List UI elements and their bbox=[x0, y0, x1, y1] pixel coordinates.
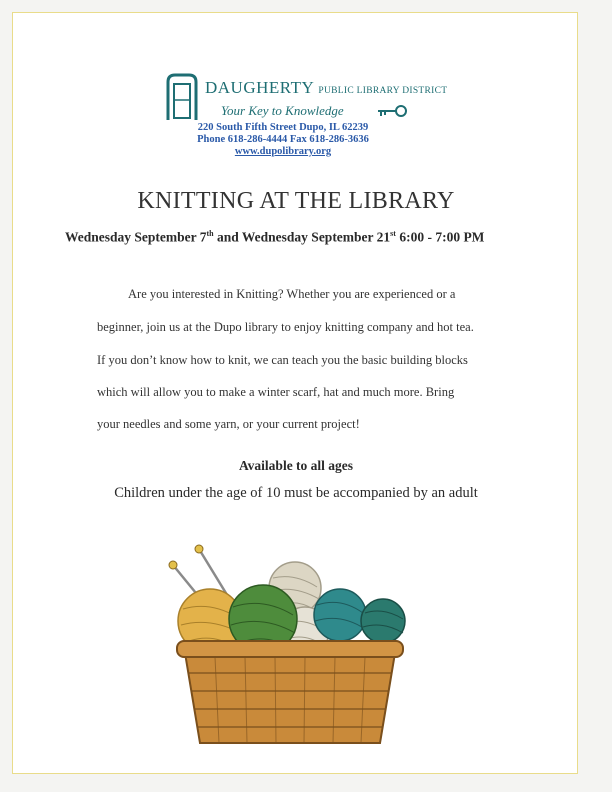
event-date-part3: 6:00 - 7:00 PM bbox=[395, 229, 485, 245]
availability-heading: Available to all ages bbox=[238, 458, 354, 473]
event-date-part1: Wednesday September 7 bbox=[65, 229, 207, 245]
event-date-part2: and Wednesday September 21 bbox=[213, 229, 391, 245]
yarn-ball-teal bbox=[314, 589, 366, 641]
description-line: Are you interested in Knitting? Whether you are experienced or a bbox=[128, 287, 456, 301]
library-name-main: DAUGHERTY bbox=[205, 78, 314, 97]
description-line: your needles and some yarn, or your current project! bbox=[97, 417, 360, 431]
library-tagline: Your Key to Knowledge bbox=[221, 103, 344, 118]
event-dates bbox=[65, 229, 484, 246]
age-requirement-note: Children under the age of 10 must be accompanied by an adult bbox=[114, 485, 478, 501]
library-phone-fax: Phone 618-286-4444 Fax 618-286-3636 bbox=[197, 134, 369, 145]
description-line: which will allow you to make a winter scarf, hat and much more. Bring bbox=[97, 385, 455, 399]
door-icon bbox=[165, 72, 199, 122]
basket bbox=[177, 641, 403, 743]
description-line: If you don’t know how to knit, we can teach you the basic building blocks bbox=[97, 353, 468, 367]
library-address: 220 South Fifth Street Dupo, IL 62239 bbox=[197, 122, 369, 133]
event-date-sup1: th bbox=[206, 229, 214, 238]
yarn-ball-teal-dark bbox=[361, 599, 405, 643]
event-title: KNITTING AT THE LIBRARY bbox=[137, 188, 455, 214]
library-website-link[interactable]: www.dupolibrary.org bbox=[234, 146, 332, 157]
library-logo bbox=[165, 70, 448, 130]
description-line: beginner, join us at the Dupo library to enjoy knitting company and hot tea. bbox=[97, 320, 474, 334]
event-date-sup2: st bbox=[390, 229, 396, 238]
key-icon bbox=[377, 104, 407, 118]
knitting-basket-illustration bbox=[155, 543, 425, 753]
library-name-sub: PUBLIC LIBRARY DISTRICT bbox=[318, 86, 448, 96]
library-name bbox=[205, 78, 447, 98]
